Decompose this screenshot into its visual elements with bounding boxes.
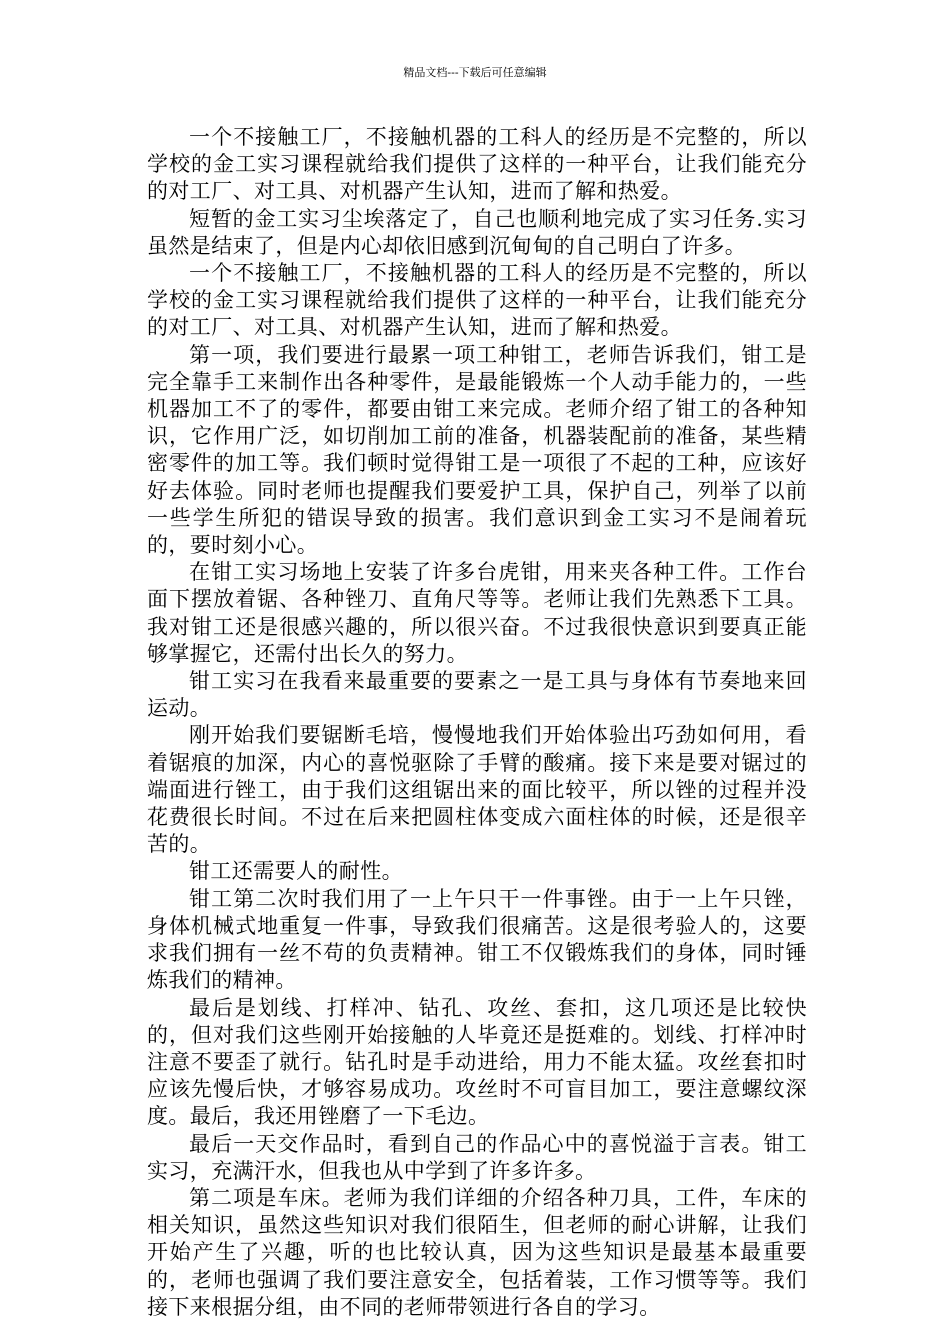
paragraph: 刚开始我们要锯断毛培，慢慢地我们开始体验出巧劲如何用，看着锯痕的加深，内心的喜悦驱除了手臂的酸痛。接下来是要对锯过的端面进行锉工，由于我们这组锯出来的面比较平，所以锉的过程并没花费很长时间。不过在后来把圆柱体变成六面柱体的时候，还是很辛苦的。 — [147, 723, 807, 857]
paragraph: 在钳工实习场地上安装了许多台虎钳，用来夹各种工件。工作台面下摆放着锯、各种锉刀、直角尺等等。老师让我们先熟悉下工具。我对钳工还是很感兴趣的，所以很兴奋。不过我很快意识到要真正能够掌握它，还需付出长久的努力。 — [147, 560, 807, 666]
paragraph: 第一项，我们要进行最累一项工种钳工，老师告诉我们，钳工是完全靠手工来制作出各种零件，是最能锻炼一个人动手能力的，一些机器加工不了的零件，都要由钳工来完成。老师介绍了钳工的各种知识，它作用广泛，如切削加工前的准备，机器装配前的准备，某些精密零件的加工等。我们顿时觉得钳工是一项很了不起的工种，应该好好去体验。同时老师也提醒我们要爱护工具，保护自己，列举了以前一些学生所犯的错误导致的损害。我们意识到金工实习不是闹着玩的，要时刻小心。 — [147, 342, 807, 558]
paragraph: 第二项是车床。老师为我们详细的介绍各种刀具，工件，车床的相关知识，虽然这些知识对我们很陌生，但老师的耐心讲解，让我们开始产生了兴趣，听的也比较认真，因为这些知识是最基本最重要的，老师也强调了我们要注意安全，包括着装，工作习惯等等。我们接下来根据分组，由不同的老师带领进行各自的学习。 — [147, 1185, 807, 1319]
paragraph: 一个不接触工厂，不接触机器的工科人的经历是不完整的，所以学校的金工实习课程就给我们提供了这样的一种平台，让我们能充分的对工厂、对工具、对机器产生认知，进而了解和热爱。 — [147, 125, 807, 204]
paragraph: 最后是划线、打样冲、钻孔、攻丝、套扣，这几项还是比较快的，但对我们这些刚开始接触的人毕竟还是挺难的。划线、打样冲时注意不要歪了就行。钻孔时是手动进给，用力不能太猛。攻丝套扣时应该先慢后快，才够容易成功。攻丝时不可盲目加工，要注意螺纹深度。最后，我还用锉磨了一下毛边。 — [147, 995, 807, 1129]
document-body — [147, 124, 807, 1321]
paragraph: 钳工第二次时我们用了一上午只干一件事锉。由于一上午只锉，身体机械式地重复一件事，导致我们很痛苦。这是很考验人的，这要求我们拥有一丝不苟的负责精神。钳工不仅锻炼我们的身体，同时锤炼我们的精神。 — [147, 886, 807, 993]
paragraph: 最后一天交作品时，看到自己的作品心中的喜悦溢于言表。钳工实习，充满汗水，但我也从中学到了许多许多。 — [147, 1131, 807, 1183]
page-header: 精品文档---下载后可任意编辑 — [403, 66, 547, 79]
paragraph: 钳工实习在我看来最重要的要素之一是工具与身体有节奏地来回运动。 — [147, 669, 807, 721]
paragraph: 钳工还需要人的耐性。 — [189, 859, 403, 884]
paragraph: 一个不接触工厂，不接触机器的工科人的经历是不完整的，所以学校的金工实习课程就给我们提供了这样的一种平台，让我们能充分的对工厂、对工具、对机器产生认知，进而了解和热爱。 — [147, 261, 807, 340]
paragraph: 短暂的金工实习尘埃落定了，自己也顺利地完成了实习任务.实习虽然是结束了，但是内心却依旧感到沉甸甸的自己明白了许多。 — [147, 206, 807, 258]
